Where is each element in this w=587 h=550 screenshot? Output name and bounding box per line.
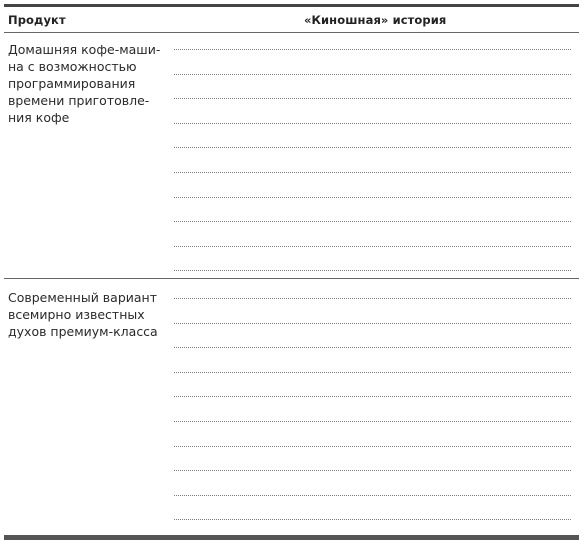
story-write-line (174, 421, 571, 422)
product-text-line: Современный вариант (8, 290, 157, 305)
product-text-line: времени приготовле- (8, 93, 150, 108)
story-write-line (174, 446, 571, 447)
header-product: Продукт (8, 13, 66, 27)
product-text-line: духов премиум-класса (8, 324, 158, 339)
story-write-line (174, 270, 571, 271)
table-top-rule (4, 4, 579, 7)
row-divider (4, 278, 579, 279)
story-write-line (174, 347, 571, 348)
story-write-line (174, 74, 571, 75)
story-write-line (174, 470, 571, 471)
story-write-line (174, 298, 571, 299)
product-text-line: ния кофе (8, 110, 70, 125)
story-write-line (174, 98, 571, 99)
story-write-line (174, 323, 571, 324)
story-write-line (174, 372, 571, 373)
header-rule (4, 32, 579, 33)
story-write-line (174, 147, 571, 148)
header-story: «Киношная» история (304, 13, 447, 27)
story-write-line (174, 221, 571, 222)
table-bottom-rule (4, 535, 579, 540)
story-write-line (174, 172, 571, 173)
product-text-line: программирования (8, 76, 136, 91)
product-text-line: Домашняя кофе-маши- (8, 42, 161, 57)
story-write-line (174, 246, 571, 247)
product-text-line: всемирно известных (8, 307, 145, 322)
story-write-line (174, 495, 571, 496)
story-write-line (174, 197, 571, 198)
product-cell-coffee-machine (8, 41, 168, 126)
story-write-line (174, 123, 571, 124)
product-text-line: на с возможностью (8, 59, 137, 74)
story-write-line (174, 396, 571, 397)
story-write-line (174, 49, 571, 50)
product-story-table (4, 4, 579, 542)
story-write-line (174, 519, 571, 520)
product-cell-perfume (8, 289, 168, 340)
